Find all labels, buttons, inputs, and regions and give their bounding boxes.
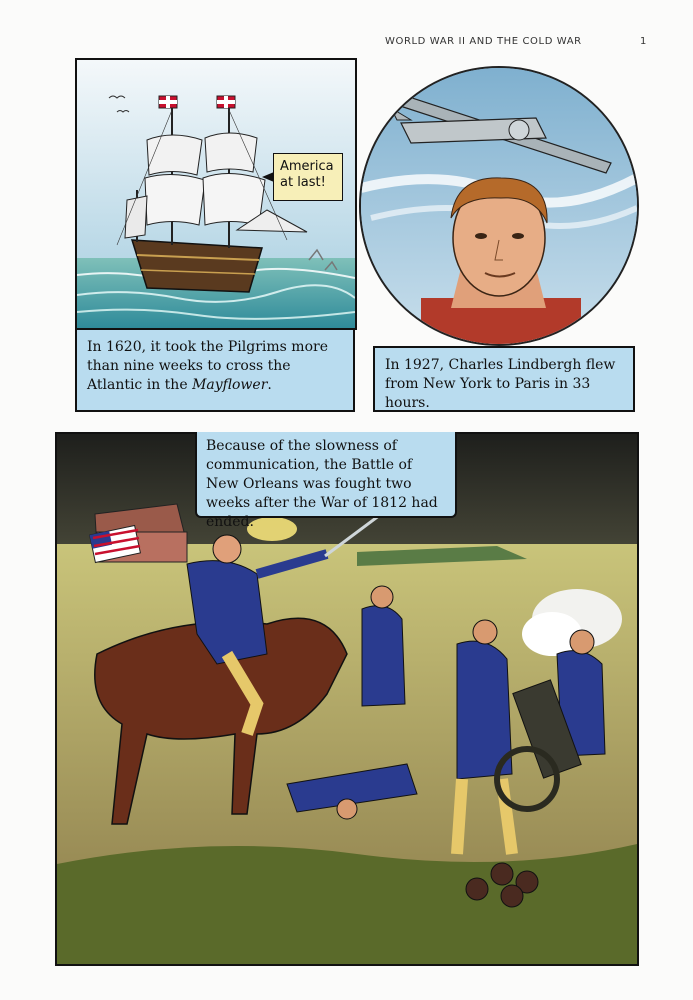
caption-period: . xyxy=(267,377,272,393)
lindbergh-panel xyxy=(359,66,639,346)
mayflower-caption-text: In 1620, it took the Pilgrims more than nine weeks to cross the Atlantic in the xyxy=(87,339,328,393)
battle-caption: Because of the slowness of communication, the Battle of New Orleans was fought two weeks after the War of 1812 had ended. xyxy=(195,432,457,518)
lindbergh-illustration xyxy=(361,68,637,344)
ship-name: Mayflower xyxy=(192,377,268,393)
running-header: WORLD WAR II AND THE COLD WAR xyxy=(385,36,582,47)
lindbergh-caption: In 1927, Charles Lindbergh flew from New York to Paris in 33 hours. xyxy=(373,346,635,412)
speech-bubble-america: America at last! xyxy=(273,153,343,201)
page-number: 1 xyxy=(640,36,647,47)
mayflower-caption xyxy=(75,328,355,412)
